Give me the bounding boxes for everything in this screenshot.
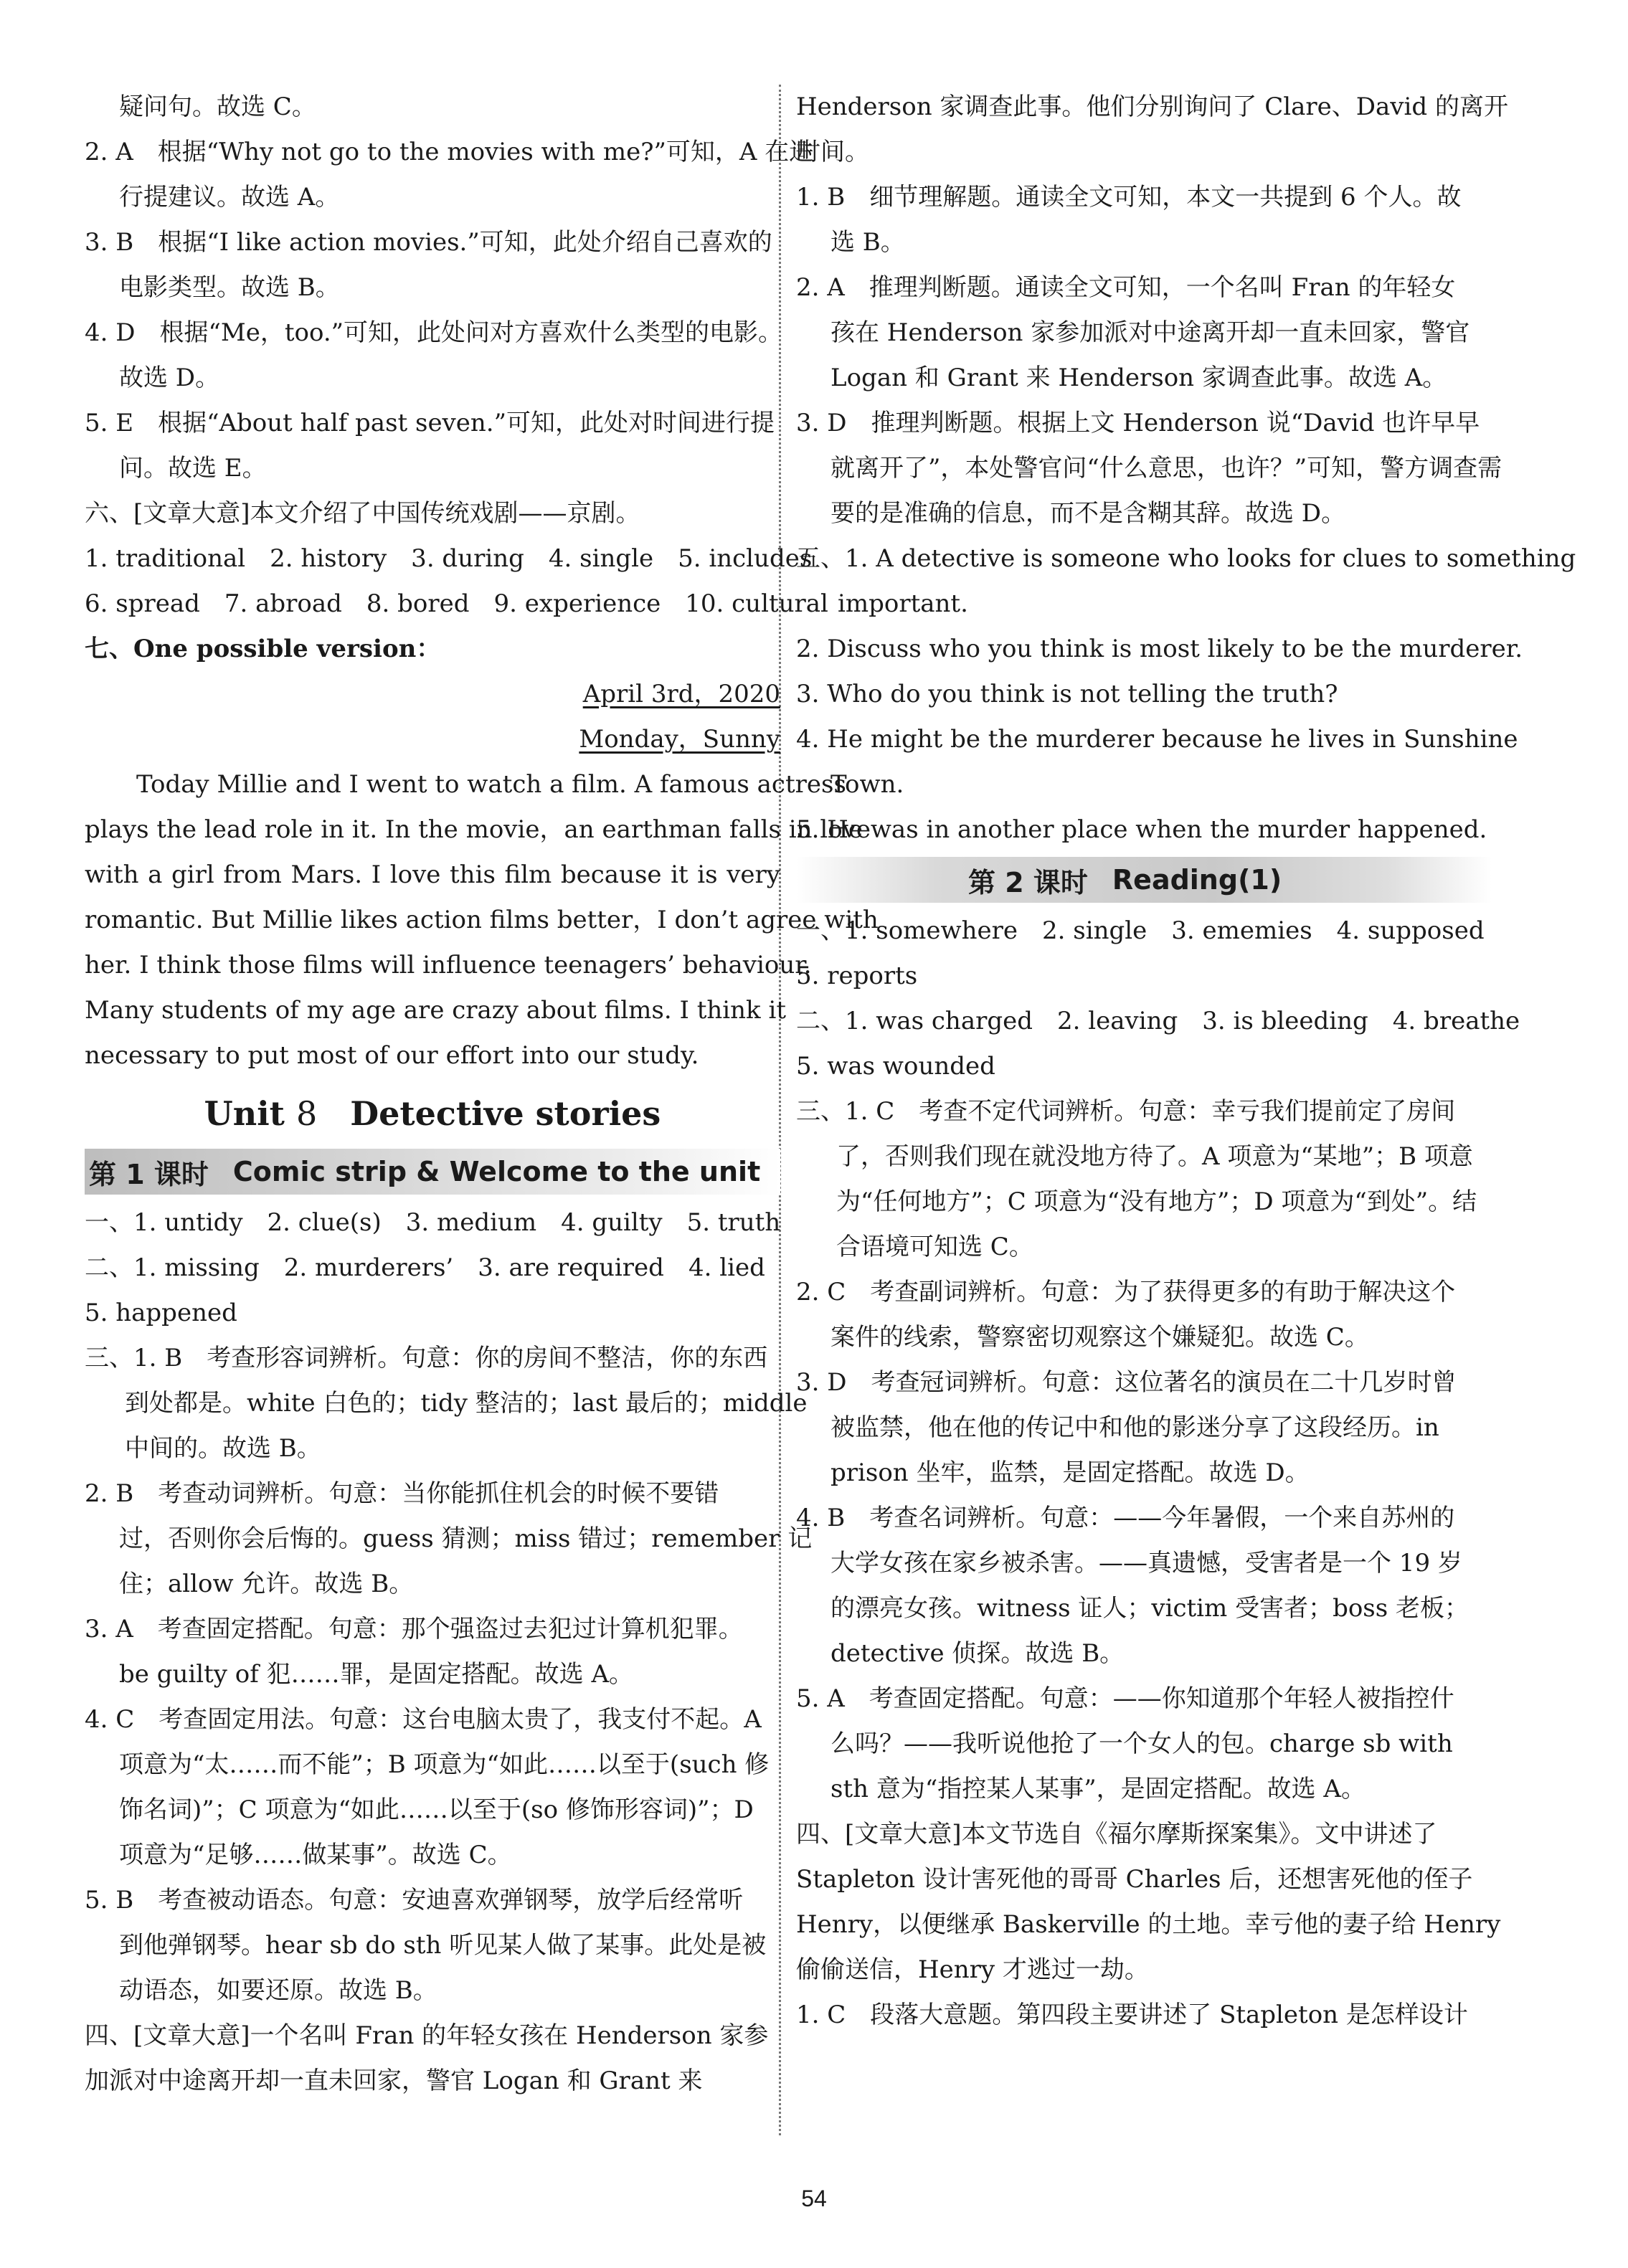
- answer-line: 三、1. B 考查形容词辨析。句意：你的房间不整洁，你的东西: [85, 1344, 768, 1372]
- answer-line: 饰名词)”；C 项意为“如此……以至于(so 修饰形容词)”；D: [119, 1795, 754, 1824]
- answer-line: 1. traditional 2. history 3. during 4. single 5. includes: [85, 544, 813, 573]
- answer-line: Town.: [830, 770, 904, 799]
- essay-line: plays the lead role in it. In the movie，an earthman falls in love: [85, 815, 871, 844]
- unit-title: Unit 8 Detective stories: [204, 1094, 661, 1133]
- answer-line: 为“任何地方”；C 项意为“没有地方”；D 项意为“到处”。结: [836, 1187, 1477, 1216]
- answer-line: 被监禁，他在他的传记中和他的影迷分享了这段经历。in: [830, 1413, 1439, 1442]
- section-summary: 四、[文章大意]本文节选自《福尔摩斯探案集》。文中讲述了: [796, 1820, 1437, 1849]
- answer-line: 5. E 根据“About half past seven.”可知，此处对时间进行提: [85, 409, 775, 437]
- answer-line: 电影类型。故选 B。: [119, 273, 340, 302]
- answer-line: 到他弹钢琴。hear sb do sth 听见某人做了某事。此处是被: [119, 1931, 767, 1960]
- section-summary: 时间。: [796, 138, 869, 166]
- section-summary: 六、[文章大意]本文介绍了中国传统戏剧——京剧。: [85, 499, 640, 528]
- lesson-number: 第 1 课时: [89, 1158, 209, 1190]
- answer-line: 3. Who do you think is not telling the truth?: [796, 680, 1338, 708]
- section-summary: 加派对中途离开却一直未回家，警官 Logan 和 Grant 来: [85, 2067, 703, 2095]
- answer-line: sth 意为“指控某人某事”，是固定搭配。故选 A。: [830, 1775, 1366, 1803]
- answer-line: 5. A 考查固定搭配。句意：——你知道那个年轻人被指控什: [796, 1684, 1454, 1713]
- answer-line: 3. A 考查固定搭配。句意：那个强盗过去犯过计算机犯罪。: [85, 1615, 743, 1643]
- answer-line: 的漂亮女孩。witness 证人；victim 受害者；boss 老板；: [830, 1594, 1470, 1623]
- diary-weather: Monday，Sunny: [579, 725, 780, 754]
- diary-date: April 3rd，2020: [582, 680, 780, 708]
- answer-line: 中间的。故选 B。: [125, 1434, 321, 1463]
- answer-line: 4. B 考查名词辨析。句意：——今年暑假，一个来自苏州的: [796, 1504, 1455, 1532]
- answer-line: 住；allow 允许。故选 B。: [119, 1570, 414, 1598]
- essay-line: with a girl from Mars. I love this film because it is very: [85, 860, 780, 889]
- answer-line: detective 侦探。故选 B。: [830, 1639, 1125, 1668]
- lesson-banner: [796, 857, 1492, 903]
- answer-line: 大学女孩在家乡被杀害。——真遗憾，受害者是一个 19 岁: [830, 1549, 1462, 1577]
- answer-line: 了，否则我们现在就没地方待了。A 项意为“某地”；B 项意: [836, 1142, 1473, 1171]
- answer-line: 5. happened: [85, 1299, 237, 1327]
- answer-line: 2. B 考查动词辨析。句意：当你能抓住机会的时候不要错: [85, 1479, 719, 1508]
- answer-line: 4. C 考查固定用法。句意：这台电脑太贵了，我支付不起。A: [85, 1705, 762, 1734]
- answer-line: 疑问句。故选 C。: [119, 92, 316, 121]
- lesson-number: 第 2 课时: [968, 866, 1088, 898]
- answer-line: 孩在 Henderson 家参加派对中途离开却一直未回家，警官: [830, 318, 1470, 347]
- answer-line: 3. D 推理判断题。根据上文 Henderson 说“David 也许早早: [796, 409, 1480, 437]
- essay-line: romantic. But Millie likes action films better，I don’t agree with: [85, 906, 879, 934]
- answer-line: 要的是准确的信息，而不是含糊其辞。故选 D。: [830, 499, 1346, 528]
- answer-line: 故选 D。: [119, 364, 220, 392]
- answer-line: 1. B 细节理解题。通读全文可知，本文一共提到 6 个人。故: [796, 183, 1462, 212]
- answer-line: 行提建议。故选 A。: [119, 183, 340, 212]
- section-summary: Henderson 家调查此事。他们分别询问了 Clare、David 的离开: [796, 92, 1508, 121]
- answer-line: 二、1. was charged 2. leaving 3. is bleeding 4. breathe: [796, 1007, 1520, 1035]
- answer-line: 6. spread 7. abroad 8. bored 9. experience 10. cultural: [85, 589, 828, 618]
- answer-line: 合语境可知选 C。: [836, 1233, 1033, 1261]
- right-column: [796, 85, 1576, 2038]
- lesson-banner: [85, 1149, 780, 1195]
- essay-line: necessary to put most of our effort into our study.: [85, 1041, 699, 1070]
- answer-line: 问。故选 E。: [119, 454, 267, 483]
- answer-line: 一、1. untidy 2. clue(s) 3. medium 4. guilty 5. truth: [85, 1208, 781, 1237]
- answer-line: 二、1. missing 2. murderers’ 3. are required 4. lied: [85, 1253, 765, 1282]
- section-summary: Stapleton 设计害死他的哥哥 Charles 后，还想害死他的侄子: [796, 1865, 1473, 1894]
- answer-line: 三、1. C 考查不定代词辨析。句意：幸亏我们提前定了房间: [796, 1097, 1456, 1126]
- answer-line: 4. He might be the murderer because he lives in Sunshine: [796, 725, 1518, 754]
- answer-line: 选 B。: [830, 228, 905, 257]
- answer-line: 过，否则你会后悔的。guess 猜测；miss 错过；remember 记: [119, 1524, 813, 1553]
- answer-line: 一、1. somewhere 2. single 3. ememies 4. supposed: [796, 916, 1485, 945]
- answer-line: 1. C 段落大意题。第四段主要讲述了 Stapleton 是怎样设计: [796, 2001, 1468, 2029]
- answer-line: 2. C 考查副词辨析。句意：为了获得更多的有助于解决这个: [796, 1278, 1456, 1306]
- answer-line: 4. D 根据“Me，too.”可知，此处问对方喜欢什么类型的电影。: [85, 318, 783, 347]
- answer-line: 动语态，如要还原。故选 B。: [119, 1976, 437, 2005]
- answer-line: 么吗？——我听说他抢了一个女人的包。charge sb with: [830, 1730, 1453, 1758]
- answer-line: 2. A 根据“Why not go to the movies with me?”可知，A 在进: [85, 138, 814, 166]
- section-summary: 四、[文章大意]一个名叫 Fran 的年轻女孩在 Henderson 家参: [85, 2021, 769, 2050]
- answer-line: important.: [838, 589, 968, 618]
- answer-line: 就离开了”，本处警官问“什么意思，也许？”可知，警方调查需: [830, 454, 1502, 483]
- answer-line: Logan 和 Grant 来 Henderson 家调查此事。故选 A。: [830, 364, 1447, 392]
- answer-line: 5. was wounded: [796, 1052, 995, 1081]
- answer-line: 5. He was in another place when the murder happened.: [796, 815, 1487, 844]
- answer-line: 2. Discuss who you think is most likely to be the murderer.: [796, 635, 1523, 663]
- section-summary: Henry，以便继承 Baskerville 的土地。幸亏他的妻子给 Henry: [796, 1910, 1501, 1939]
- answer-line: be guilty of 犯……罪，是固定搭配。故选 A。: [119, 1660, 634, 1689]
- essay-line: her. I think those films will influence teenagers’ behaviour.: [85, 951, 812, 979]
- answer-line: 2. A 推理判断题。通读全文可知，一个名叫 Fran 的年轻女: [796, 273, 1456, 302]
- writing-heading: 七、One possible version：: [85, 635, 441, 663]
- answer-line: 案件的线索，警察密切观察这个嫌疑犯。故选 C。: [830, 1323, 1369, 1352]
- answer-line: prison 坐牢，监禁，是固定搭配。故选 D。: [830, 1458, 1310, 1487]
- section-summary: 偷偷送信，Henry 才逃过一劫。: [796, 1955, 1149, 1984]
- answer-line: 3. B 根据“I like action movies.”可知，此处介绍自己喜欢的: [85, 228, 772, 257]
- answer-line: 5. reports: [796, 962, 918, 990]
- answer-line: 3. D 考查冠词辨析。句意：这位著名的演员在二十几岁时曾: [796, 1368, 1457, 1397]
- answer-line: 到处都是。white 白色的；tidy 整洁的；last 最后的；middle: [125, 1389, 808, 1418]
- answer-line: 5. B 考查被动语态。句意：安迪喜欢弹钢琴，放学后经常听: [85, 1886, 744, 1914]
- answer-line: 五、1. A detective is someone who looks for clues to something: [796, 544, 1576, 573]
- lesson-title: Reading(1): [1112, 864, 1282, 896]
- lesson-title: Comic strip & Welcome to the unit: [232, 1156, 761, 1187]
- essay-line: Many students of my age are crazy about films. I think it: [85, 996, 786, 1025]
- page-number: 54: [801, 2186, 827, 2211]
- essay-line: Today Millie and I went to watch a film. A famous actress: [136, 770, 846, 799]
- answer-line: 项意为“太……而不能”；B 项意为“如此……以至于(such 修: [119, 1750, 770, 1779]
- answer-line: 项意为“足够……做某事”。故选 C。: [119, 1841, 512, 1869]
